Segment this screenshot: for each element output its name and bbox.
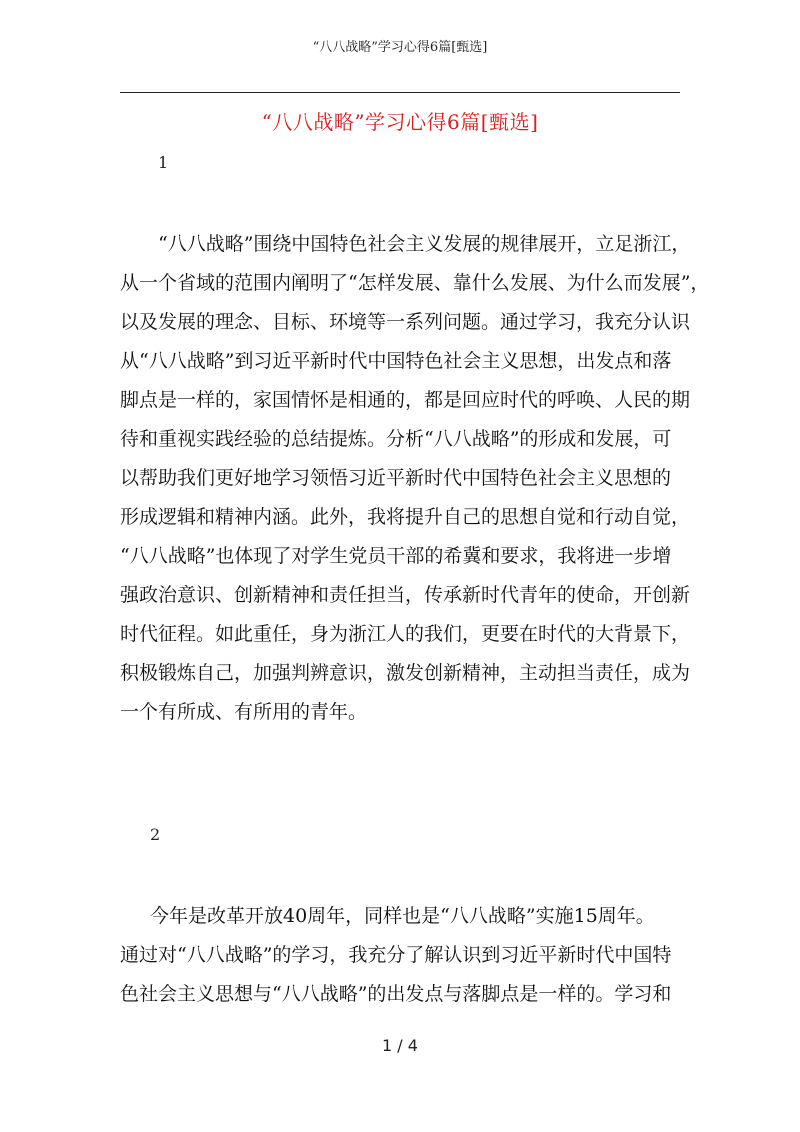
section-2-paragraph <box>120 897 692 1014</box>
header-divider <box>120 92 680 93</box>
text-line: 时代征程。如此重任，身为浙江人的我们，更要在时代的大背景下， <box>120 623 691 645</box>
text-line: 待和重视实践经验的总结提炼。分析“八八战略”的形成和发展，可 <box>120 428 672 450</box>
text-line: “八八战略”围绕中国特色社会主义发展的规律展开，立足浙江， <box>158 233 691 255</box>
text-line: 一个有所成、有所用的青年。 <box>120 701 368 723</box>
text-line: 以及发展的理念、目标、环境等一系列问题。通过学习，我充分认识 <box>120 311 691 333</box>
text-line: 从一个省域的范围内阐明了“怎样发展、靠什么发展、为什么而发展”， <box>120 272 710 294</box>
text-line: “八八战略”也体现了对学生党员干部的希冀和要求，我将进一步增 <box>120 545 672 567</box>
text-line: 形成逻辑和精神内涵。此外，我将提升自己的思想自觉和行动自觉， <box>120 506 691 528</box>
text-line: 强政治意识、创新精神和责任担当，传承新时代青年的使命，开创新 <box>120 584 691 606</box>
text-line: 从“八八战略”到习近平新时代中国特色社会主义思想，出发点和落 <box>120 350 672 372</box>
running-header: “八八战略”学习心得6篇[甄选] <box>312 40 488 55</box>
section-number: 2 <box>150 825 161 844</box>
text-line: 通过对“八八战略”的学习，我充分了解认识到习近平新时代中国特 <box>120 944 672 966</box>
text-line: 积极锻炼自己，加强判辨意识，激发创新精神，主动担当责任，成为 <box>120 662 691 684</box>
section-number: 1 <box>158 153 169 172</box>
text-line: 色社会主义思想与“八八战略”的出发点与落脚点是一样的。学习和 <box>120 983 672 1005</box>
text-line: 今年是改革开放40周年，同样也是“八八战略”实施15周年。 <box>150 905 655 927</box>
document-title: “八八战略”学习心得6篇[甄选] <box>261 110 539 134</box>
text-line: 脚点是一样的，家国情怀是相通的，都是回应时代的呼唤、人民的期 <box>120 389 691 411</box>
section-1-paragraph <box>120 225 710 732</box>
page-indicator: 1 / 4 <box>382 1036 418 1055</box>
text-line: 以帮助我们更好地学习领悟习近平新时代中国特色社会主义思想的 <box>120 467 672 489</box>
